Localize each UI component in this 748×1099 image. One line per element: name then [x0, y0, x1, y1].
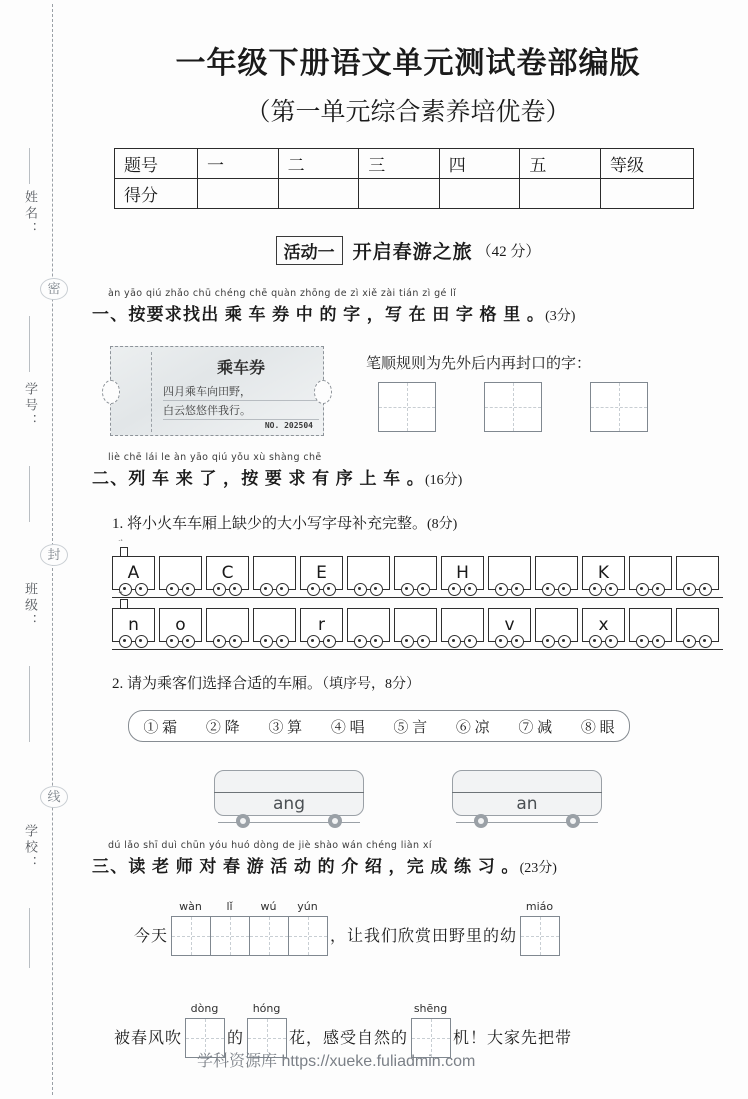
wheel-icon	[401, 583, 414, 596]
word-bank-item-7[interactable]: ⑦ 减	[518, 719, 553, 736]
sentence-1-blank-group-1[interactable]	[171, 900, 327, 956]
wheel-icon	[417, 583, 430, 596]
ticket-number: NO. 202504	[264, 421, 313, 430]
sentence-2-blank-1-pinyin	[185, 1002, 224, 1015]
word-bank-item-5[interactable]: ⑤ 言	[393, 719, 428, 736]
wheel-icon	[542, 635, 555, 648]
wheel-icon	[323, 583, 336, 596]
wheel-icon	[166, 635, 179, 648]
wheel-icon	[683, 583, 696, 596]
bus-label: ang	[273, 794, 305, 814]
train-lowercase	[112, 591, 723, 650]
question-2-sub-2	[112, 672, 420, 693]
train-uppercase-cars	[112, 556, 723, 590]
bus-band	[214, 792, 364, 793]
wheel-icon	[276, 635, 289, 648]
wheel-icon	[542, 583, 555, 596]
word-bank-item-2[interactable]: ② 降	[205, 719, 240, 736]
question-2	[92, 452, 462, 489]
sentence-2-prefix: 被春风吹	[114, 1030, 183, 1047]
wheel-icon	[558, 635, 571, 648]
table-row	[115, 149, 694, 179]
stroke-rule-hint: 笔顺规则为先外后内再封口的字：	[366, 356, 592, 372]
lowercase-car-0[interactable]: n	[112, 608, 155, 642]
question-2-pinyin: liè chē lái le àn yāo qiú yǒu xù shàng chē	[108, 452, 322, 463]
lowercase-car-3[interactable]	[253, 608, 296, 642]
wheel-icon	[182, 583, 195, 596]
wheel-icon	[652, 583, 665, 596]
question-3-points: (23分)	[519, 861, 557, 876]
seal-label-class: 班级：	[23, 582, 38, 630]
score-table-header-1: 一	[198, 149, 279, 179]
wheel-icon	[699, 635, 712, 648]
wheel-icon	[135, 635, 148, 648]
train-uppercase	[112, 539, 723, 598]
question-2-sub-1	[112, 512, 457, 533]
score-cell-3[interactable]	[359, 179, 440, 209]
wheel-icon	[511, 583, 524, 596]
uppercase-car-7[interactable]: H	[441, 556, 484, 590]
lowercase-car-6[interactable]	[394, 608, 437, 642]
score-cell-5[interactable]	[520, 179, 601, 209]
lowercase-car-7[interactable]	[441, 608, 484, 642]
wheel-icon	[307, 635, 320, 648]
score-cell-grade[interactable]	[601, 179, 694, 209]
wheel-icon	[589, 635, 602, 648]
wheel-icon	[495, 635, 508, 648]
score-table-header-2: 二	[278, 149, 359, 179]
question-3	[92, 840, 557, 877]
question-3-pinyin: dú lǎo shī duì chūn yóu huó dòng de jiè shào wán chéng liàn xí	[108, 840, 432, 851]
word-bank-item-8[interactable]: ⑧ 眼	[580, 719, 615, 736]
wheel-icon	[307, 583, 320, 596]
score-cell-2[interactable]	[278, 179, 359, 209]
watermark: 学科资源库 https://xueke.fuliadmin.com	[197, 1053, 476, 1070]
score-cell-1[interactable]	[198, 179, 279, 209]
uppercase-car-3[interactable]	[253, 556, 296, 590]
word-bank-item-1[interactable]: ① 霜	[143, 719, 178, 736]
wheel-icon	[135, 583, 148, 596]
wheel-icon	[276, 583, 289, 596]
wheel-icon	[236, 814, 250, 828]
smoke-icon: ˙˚	[118, 539, 123, 547]
word-bank-item-6[interactable]: ⑥ 凉	[455, 719, 490, 736]
wheel-icon	[566, 814, 580, 828]
uppercase-car-6[interactable]	[394, 556, 437, 590]
wheel-icon	[464, 635, 477, 648]
uppercase-car-4[interactable]: E	[300, 556, 343, 590]
score-table	[114, 148, 694, 209]
lowercase-car-2[interactable]	[206, 608, 249, 642]
bus-card-an[interactable]	[452, 770, 602, 816]
sentence-2-middle-1: 的	[227, 1030, 245, 1047]
lowercase-car-8[interactable]: v	[488, 608, 531, 642]
question-3-sentence-1	[134, 900, 562, 956]
activity-banner	[78, 236, 738, 265]
bus-card-ang[interactable]	[214, 770, 364, 816]
question-2-sub-2-points: （填序号，8分）	[322, 677, 421, 692]
uppercase-car-5[interactable]	[347, 556, 390, 590]
sentence-1-middle: ，让我们欣赏田野里的幼	[330, 928, 518, 945]
wheel-icon	[558, 583, 571, 596]
question-1-points: (3分)	[545, 309, 576, 324]
pinyin-syllable: shēng	[413, 1002, 448, 1015]
wheel-icon	[636, 635, 649, 648]
question-2-text	[92, 464, 462, 489]
wheel-icon	[213, 635, 226, 648]
score-table-header-3: 三	[359, 149, 440, 179]
bus-ticket-graphic	[110, 346, 324, 436]
activity-title: 开启春游之旅	[352, 242, 473, 263]
seal-rule-5	[29, 908, 30, 968]
wheel-icon	[605, 583, 618, 596]
wheel-icon	[328, 814, 342, 828]
wheel-icon	[652, 635, 665, 648]
seal-label-name: 姓名：	[23, 190, 38, 238]
score-table-header-4: 四	[439, 149, 520, 179]
pinyin-syllable: lǐ	[226, 900, 233, 913]
chimney-stack	[120, 547, 128, 556]
wheel-icon	[323, 635, 336, 648]
wheel-icon	[229, 583, 242, 596]
pinyin-syllable: wàn	[179, 900, 202, 913]
table-row	[115, 179, 694, 209]
tianzige-box[interactable]	[249, 916, 289, 956]
pinyin-syllable: hóng	[252, 1002, 281, 1015]
uppercase-car-12[interactable]	[676, 556, 719, 590]
wheel-icon	[260, 583, 273, 596]
wheel-icon	[495, 583, 508, 596]
wheel-icon	[605, 635, 618, 648]
uppercase-car-8[interactable]	[488, 556, 531, 590]
ticket-poem-line-2: 白云悠悠伴我行。	[163, 402, 319, 420]
activity-tag: 活动一	[276, 236, 343, 265]
uppercase-car-9[interactable]	[535, 556, 578, 590]
chimney-icon	[118, 539, 131, 556]
tianzige-box[interactable]	[590, 382, 648, 432]
sentence-1-blank-2-pinyin	[520, 900, 559, 913]
wheel-icon	[229, 635, 242, 648]
wheel-icon	[589, 583, 602, 596]
wheel-icon	[683, 635, 696, 648]
wheel-icon	[636, 583, 649, 596]
activity-points: （42 分）	[476, 244, 541, 260]
question-2-stem: 二、列 车 来 了 ，按 要 求 有 序 上 车 。	[92, 469, 425, 488]
wheel-icon	[182, 635, 195, 648]
wheel-icon	[401, 635, 414, 648]
wheel-icon	[370, 583, 383, 596]
pinyin-syllable: wú	[260, 900, 277, 913]
seal-rule-4	[29, 666, 30, 742]
chimney-stack	[120, 599, 128, 608]
tianzige-box[interactable]	[288, 916, 328, 956]
wheel-icon	[354, 583, 367, 596]
page-title: 一年级下册语文单元测试卷部编版	[175, 47, 641, 80]
uppercase-car-2[interactable]: C	[206, 556, 249, 590]
seal-char-xian: 线	[40, 786, 68, 808]
sentence-1-prefix: 今天	[134, 928, 169, 945]
lowercase-car-9[interactable]	[535, 608, 578, 642]
wheel-icon	[119, 635, 132, 648]
sentence-1-blank-1-pinyin	[171, 900, 327, 913]
seal-char-feng: 封	[40, 544, 68, 566]
question-2-sub-1-text: 1. 将小火车车厢上缺少的大小写字母补充完整。	[112, 516, 428, 532]
pinyin-syllable: miáo	[525, 900, 554, 913]
wheel-icon	[354, 635, 367, 648]
wheel-icon	[511, 635, 524, 648]
uppercase-car-0[interactable]: A	[112, 556, 155, 590]
pinyin-syllable: dòng	[190, 1002, 219, 1015]
question-2-sub-1-points: (8分)	[427, 517, 458, 532]
score-table-score-label: 得分	[115, 179, 198, 209]
word-bank-item-3[interactable]: ③ 算	[268, 719, 303, 736]
pinyin-syllable: yún	[297, 900, 318, 913]
wheel-icon	[448, 635, 461, 648]
wheel-icon	[166, 583, 179, 596]
question-1-stem: 一、按要求找出 乘 车 券 中 的 字 ，写 在 田 字 格 里 。	[92, 305, 546, 324]
lowercase-car-4[interactable]: r	[300, 608, 343, 642]
train-rail	[112, 649, 723, 650]
question-1-text	[92, 300, 575, 325]
smoke-icon: ˙˚	[118, 591, 123, 599]
tianzige-box[interactable]	[484, 382, 542, 432]
question-1-pinyin: àn yāo qiú zhǎo chū chéng chē quàn zhōng de zì xiě zài tián zì gé lǐ	[108, 288, 457, 299]
lowercase-car-10[interactable]: x	[582, 608, 625, 642]
tianzige-box[interactable]	[520, 916, 560, 956]
seal-margin	[0, 0, 78, 1099]
sentence-1-blank-group-2[interactable]	[520, 900, 559, 956]
sentence-2-blank-2-pinyin	[247, 1002, 286, 1015]
wheel-icon	[260, 635, 273, 648]
bus-band	[452, 792, 602, 793]
lowercase-car-11[interactable]	[629, 608, 672, 642]
train-lowercase-cars	[112, 608, 723, 642]
score-table-header-label: 题号	[115, 149, 198, 179]
seal-char-mi: 密	[40, 278, 68, 300]
lowercase-car-1[interactable]: o	[159, 608, 202, 642]
wheel-icon	[213, 583, 226, 596]
uppercase-car-10[interactable]: K	[582, 556, 625, 590]
tianzige-box[interactable]	[210, 916, 250, 956]
uppercase-car-1[interactable]	[159, 556, 202, 590]
question-3-stem: 三、读 老 师 对 春 游 活 动 的 介 绍 ，完 成 练 习 。	[92, 857, 520, 876]
wheel-icon	[417, 635, 430, 648]
score-table-header-5: 五	[520, 149, 601, 179]
wheel-icon	[370, 635, 383, 648]
page-subtitle: （第一单元综合素养培优卷）	[245, 99, 571, 126]
tianzige-box[interactable]	[171, 916, 211, 956]
sentence-2-suffix: 机！大家先把带	[453, 1030, 573, 1047]
seal-rule-3	[29, 466, 30, 522]
sentence-2-middle-2: 花，感受自然的	[289, 1030, 409, 1047]
bus-label: an	[516, 794, 538, 814]
seal-rule-1	[29, 148, 30, 184]
seal-label-school: 学校：	[23, 824, 38, 872]
train-rail	[112, 597, 723, 598]
ticket-poem-line-1: 四月乘车向田野，	[163, 383, 319, 401]
ticket-stub-line	[151, 352, 152, 432]
wheel-icon	[474, 814, 488, 828]
question-3-text	[92, 852, 557, 877]
wheel-icon	[699, 583, 712, 596]
seal-rule-2	[29, 316, 30, 372]
word-bank	[128, 710, 630, 742]
question-1	[92, 288, 575, 325]
uppercase-car-11[interactable]	[629, 556, 672, 590]
seal-label-studentid: 学号：	[23, 382, 38, 430]
wheel-icon	[464, 583, 477, 596]
score-cell-4[interactable]	[439, 179, 520, 209]
wheel-icon	[448, 583, 461, 596]
chimney-icon	[118, 591, 131, 608]
score-table-header-grade: 等级	[601, 149, 694, 179]
sentence-2-blank-3-pinyin	[411, 1002, 450, 1015]
question-2-sub-2-text: 2. 请为乘客们选择合适的车厢。	[112, 676, 323, 692]
ticket-title: 乘车券	[216, 360, 265, 377]
lowercase-car-12[interactable]	[676, 608, 719, 642]
word-bank-item-4[interactable]: ④ 唱	[330, 719, 365, 736]
question-2-points: (16分)	[424, 473, 463, 488]
lowercase-car-5[interactable]	[347, 608, 390, 642]
question-1-answer-boxes	[378, 382, 648, 432]
tianzige-box[interactable]	[378, 382, 436, 432]
